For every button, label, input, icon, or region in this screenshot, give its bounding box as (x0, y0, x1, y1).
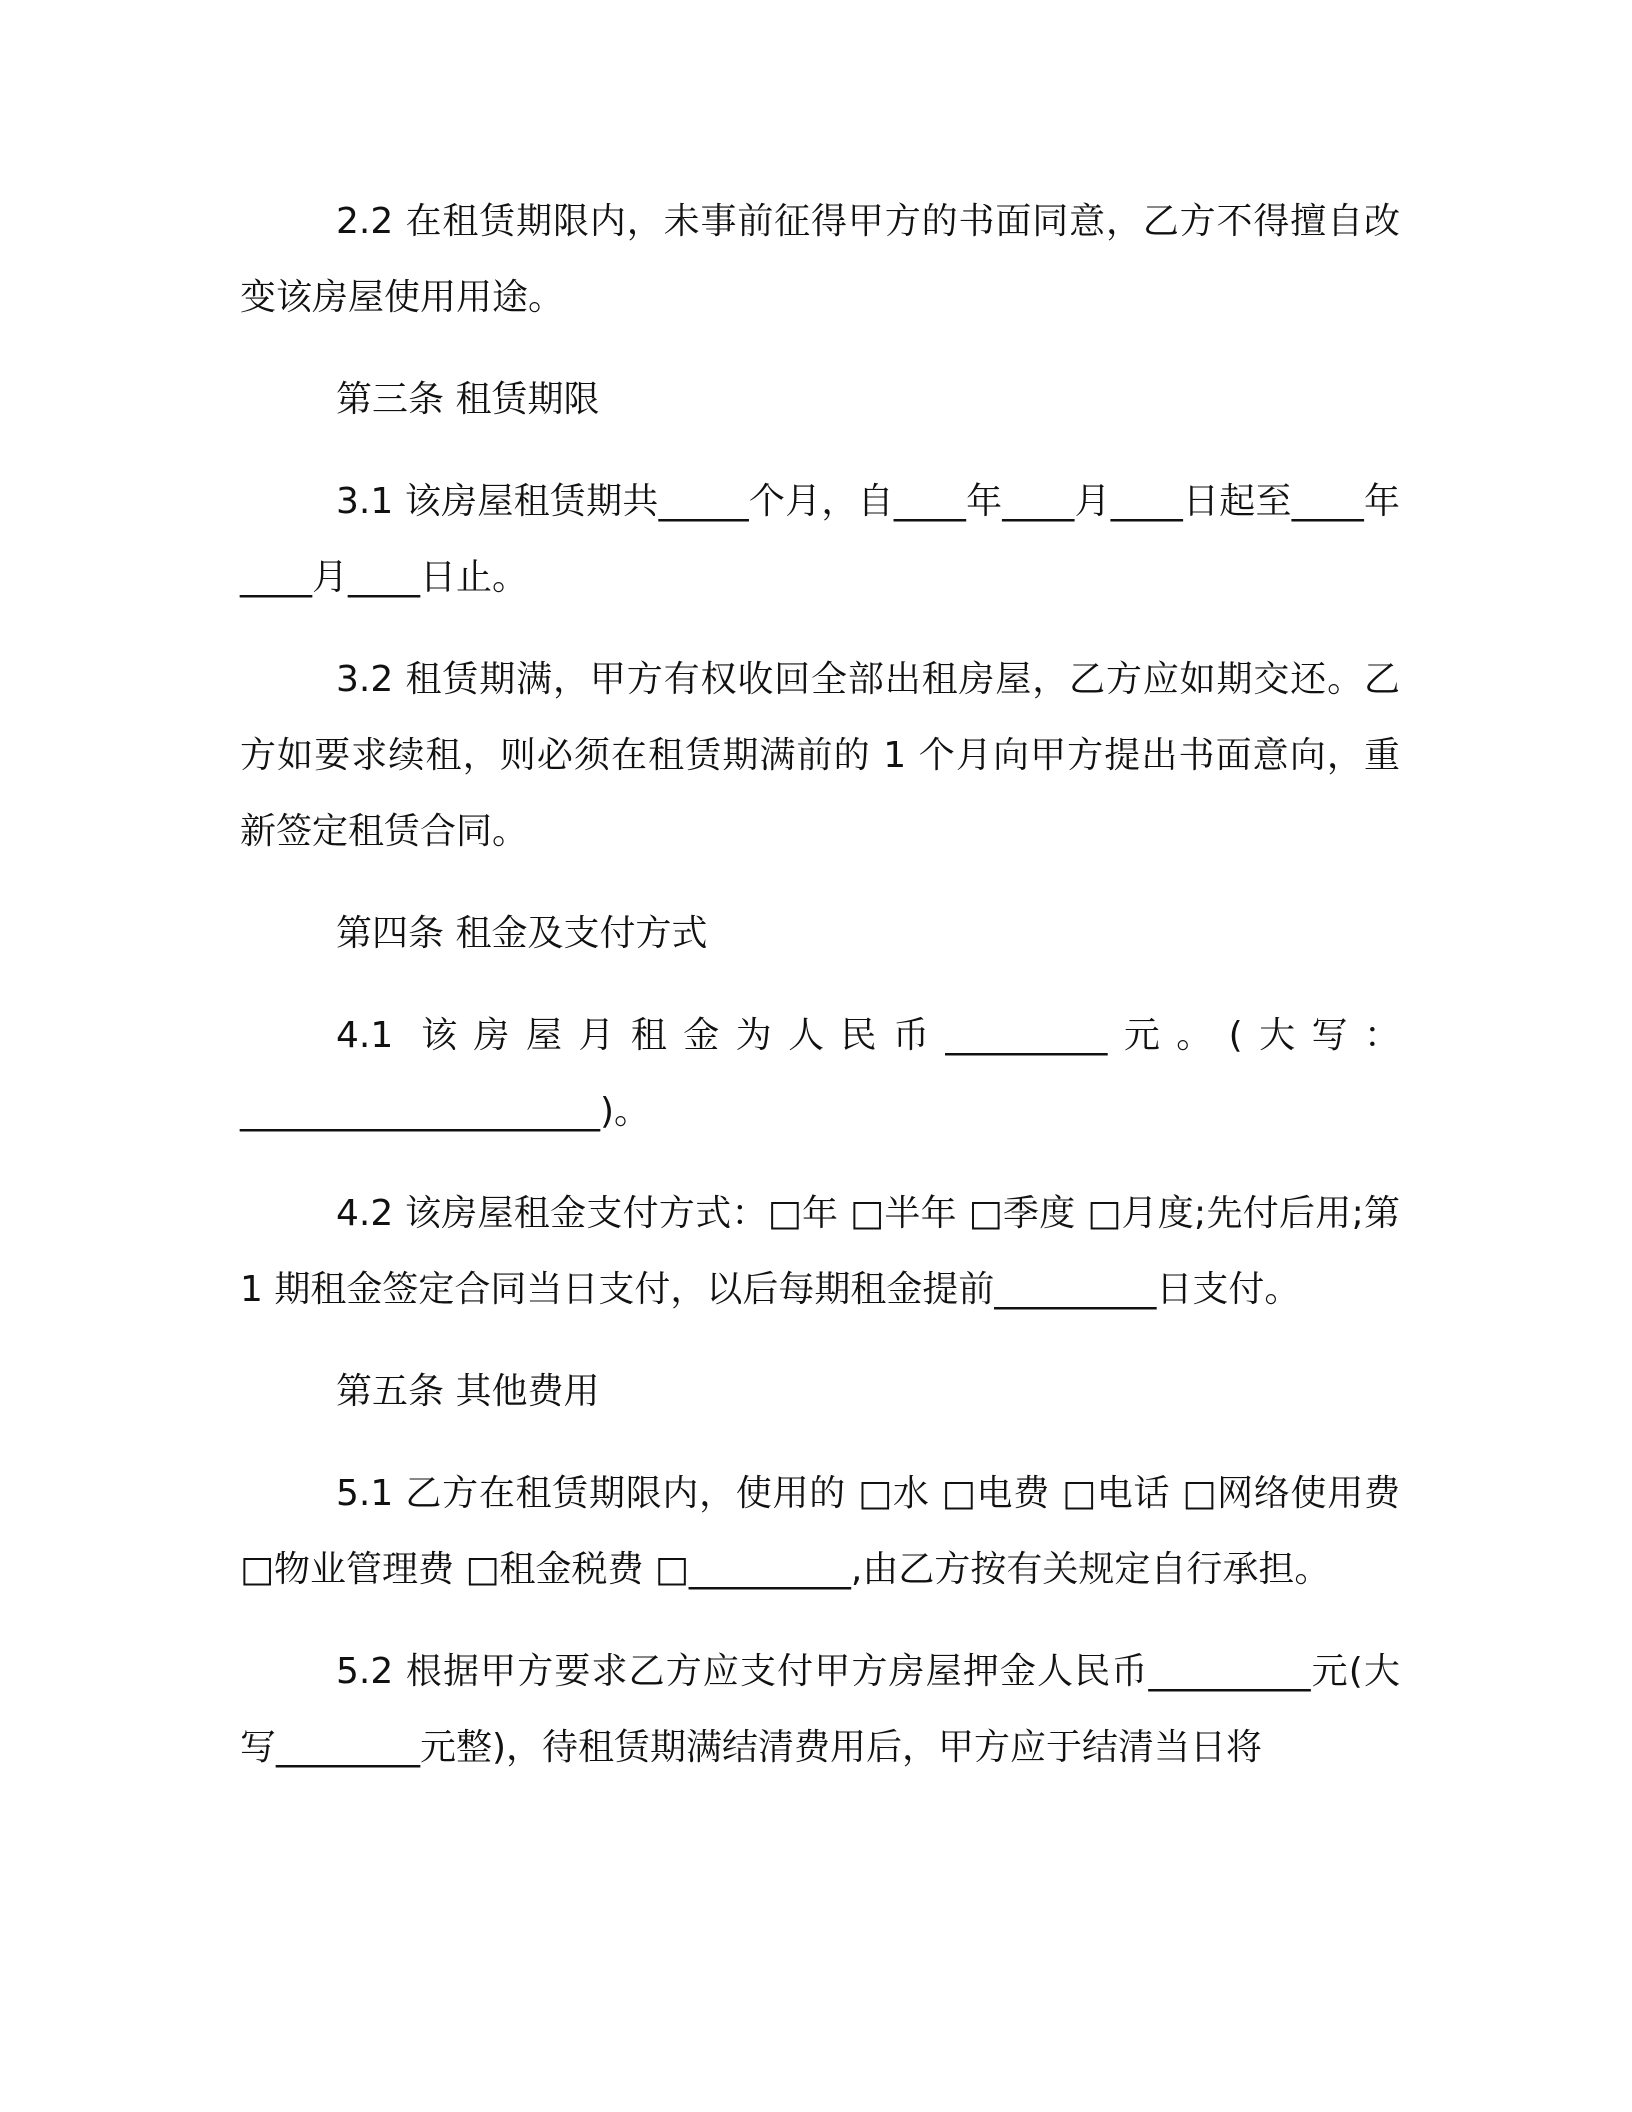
clause-2-2: 2.2 在租赁期限内，未事前征得甲方的书面同意，乙方不得擅自改变该房屋使用用途。 (240, 201, 1400, 318)
clause-4-2: 4.2 该房屋租金支付方式：□年 □半年 □季度 □月度;先付后用;第 1 期租金签定合同当日支付，以后每期租金提前_________日支付。 (240, 1193, 1400, 1310)
clause-5-1: 5.1 乙方在租赁期限内，使用的 □水 □电费 □电话 □网络使用费 □物业管理费 □租金税费 □_________,由乙方按有关规定自行承担。 (240, 1473, 1400, 1590)
clause-5-2: 5.2 根据甲方要求乙方应支付甲方房屋押金人民币_________元(大写________元整)，待租赁期满结清费用后，甲方应于结清当日将 (240, 1651, 1400, 1768)
clause-4-1: 4.1 该房屋月租金为人民币_________元。(大写：____________________)。 (240, 1015, 1400, 1132)
clause-3-1: 3.1 该房屋租赁期共_____个月，自____年____月____日起至____年____月____日止。 (240, 481, 1400, 598)
document-body (240, 184, 1400, 1812)
clause-3-2: 3.2 租赁期满，甲方有权收回全部出租房屋，乙方应如期交还。乙方如要求续租，则必须在租赁期满前的 1 个月向甲方提出书面意向，重新签定租赁合同。 (240, 659, 1400, 852)
article-5-heading: 第五条 其他费用 (336, 1371, 600, 1412)
article-3-heading: 第三条 租赁期限 (336, 379, 600, 420)
article-4-heading: 第四条 租金及支付方式 (336, 913, 708, 954)
